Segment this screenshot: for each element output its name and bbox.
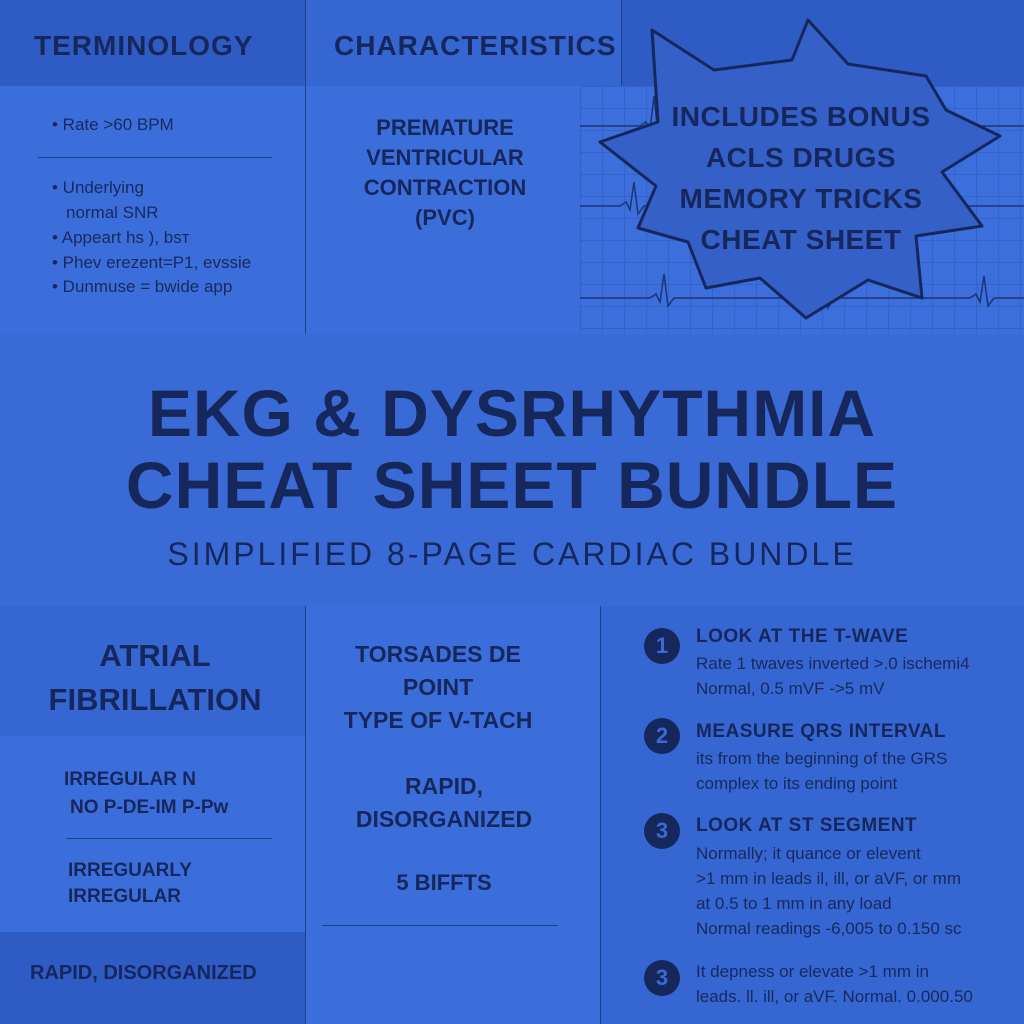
torsades-line-1: TORSADES DE: [355, 641, 521, 667]
step-3-text: [696, 841, 962, 941]
starburst-line-2: ACLS DRUGS: [705, 142, 897, 173]
terminology-bullet-2b: normal SNR: [66, 203, 159, 222]
terminology-header: TERMINOLOGY: [34, 30, 254, 61]
afib-block-1-line-2: NO P-DE-IM P-Pw: [70, 797, 229, 818]
torsades-header: [306, 638, 570, 737]
terminology-divider: [38, 157, 272, 158]
step-2-number: 2: [644, 718, 680, 754]
terminology-bullet-1: • Rate >60 BPM: [52, 115, 174, 134]
step-2-line-1: its from the beginning of the GRS: [696, 749, 948, 768]
torsades-count: 5 BIFFTS: [396, 870, 492, 895]
afib-block-2-line-1: IRREGUARLY: [68, 860, 192, 881]
afib-block-1: [64, 766, 228, 822]
characteristics-line-3: CONTRACTION: [363, 175, 527, 200]
torsades-rapid-line-1: RAPID,: [405, 773, 483, 799]
characteristics-header: CHARACTERISTICS: [334, 30, 617, 61]
main-title-line-1: EKG & DYSRHYTHMIA: [147, 376, 877, 450]
torsades-line-3: TYPE OF V-TACH: [343, 707, 533, 733]
afib-block-2: [68, 858, 192, 910]
step-1-line-2: Normal, 0.5 mVF ->5 mV: [696, 679, 885, 698]
characteristics-line-4: (PVC): [415, 205, 475, 230]
starburst-line-3: MEMORY TRICKS: [679, 183, 923, 214]
step-3-line-2: >1 mm in leads il, ill, or aVF, or mm: [696, 869, 961, 888]
torsades-divider: [322, 925, 558, 926]
step-3-title: LOOK AT ST SEGMENT: [696, 815, 918, 836]
torsades-line-2: POINT: [402, 674, 474, 700]
step-1-text: [696, 651, 970, 701]
step-2-title: MEASURE QRS INTERVAL: [696, 721, 946, 742]
terminology-bullet-5: • Dunmuse = bwide app: [52, 277, 233, 296]
main-title-line-2: CHEAT SHEET BUNDLE: [125, 448, 899, 522]
step-4-number: 3: [644, 960, 680, 996]
afib-header-line-1: ATRIAL: [99, 638, 211, 673]
afib-footer: RAPID, DISORGANIZED: [30, 962, 257, 984]
step-3-line-1: Normally; it quance or elevent: [696, 844, 921, 863]
step-1-number: 1: [644, 628, 680, 664]
step-3-line-4: Normal readings -6,005 to 0.150 sc: [696, 919, 962, 938]
step-1-title: LOOK AT THE T-WAVE: [696, 626, 909, 647]
step-4-line-2: leads. ll. ill, or aVF. Normal. 0.000.50: [696, 987, 973, 1006]
step-1-line-1: Rate 1 twaves inverted >.0 ischemi4: [696, 654, 970, 673]
characteristics-line-1: PREMATURE: [376, 115, 514, 140]
starburst-text: [660, 96, 942, 260]
subtitle: SIMPLIFIED 8-PAGE CARDIAC BUNDLE: [167, 536, 857, 572]
step-3-number: 3: [644, 813, 680, 849]
step-3-line-3: at 0.5 to 1 mm in any load: [696, 894, 892, 913]
afib-header: [0, 634, 310, 722]
characteristics-text: [320, 113, 570, 233]
afib-block-2-line-2: IRREGULAR: [68, 886, 181, 907]
afib-divider: [66, 838, 272, 839]
terminology-bullet-4: • Phev erezent=P1, evssie: [52, 253, 252, 272]
terminology-bullet-2: • Underlying: [52, 178, 144, 197]
afib-block-1-line-1: IRREGULAR N: [64, 769, 196, 790]
starburst-line-4: CHEAT SHEET: [700, 224, 902, 255]
afib-header-line-2: FIBRILLATION: [48, 682, 262, 717]
torsades-rapid-line-2: DISORGANIZED: [355, 806, 533, 832]
characteristics-line-2: VENTRICULAR: [366, 145, 524, 170]
step-4-text: [696, 959, 973, 1009]
torsades-rapid: [306, 770, 582, 836]
step-2-text: [696, 746, 947, 796]
step-2-line-2: complex to its ending point: [696, 774, 898, 793]
starburst-line-1: INCLUDES BONUS: [671, 101, 931, 132]
terminology-bullet-3: • Appeart hs ), bsт: [52, 228, 190, 247]
step-4-line-1: It depness or elevate >1 mm in: [696, 962, 929, 981]
main-title: [0, 376, 1024, 522]
